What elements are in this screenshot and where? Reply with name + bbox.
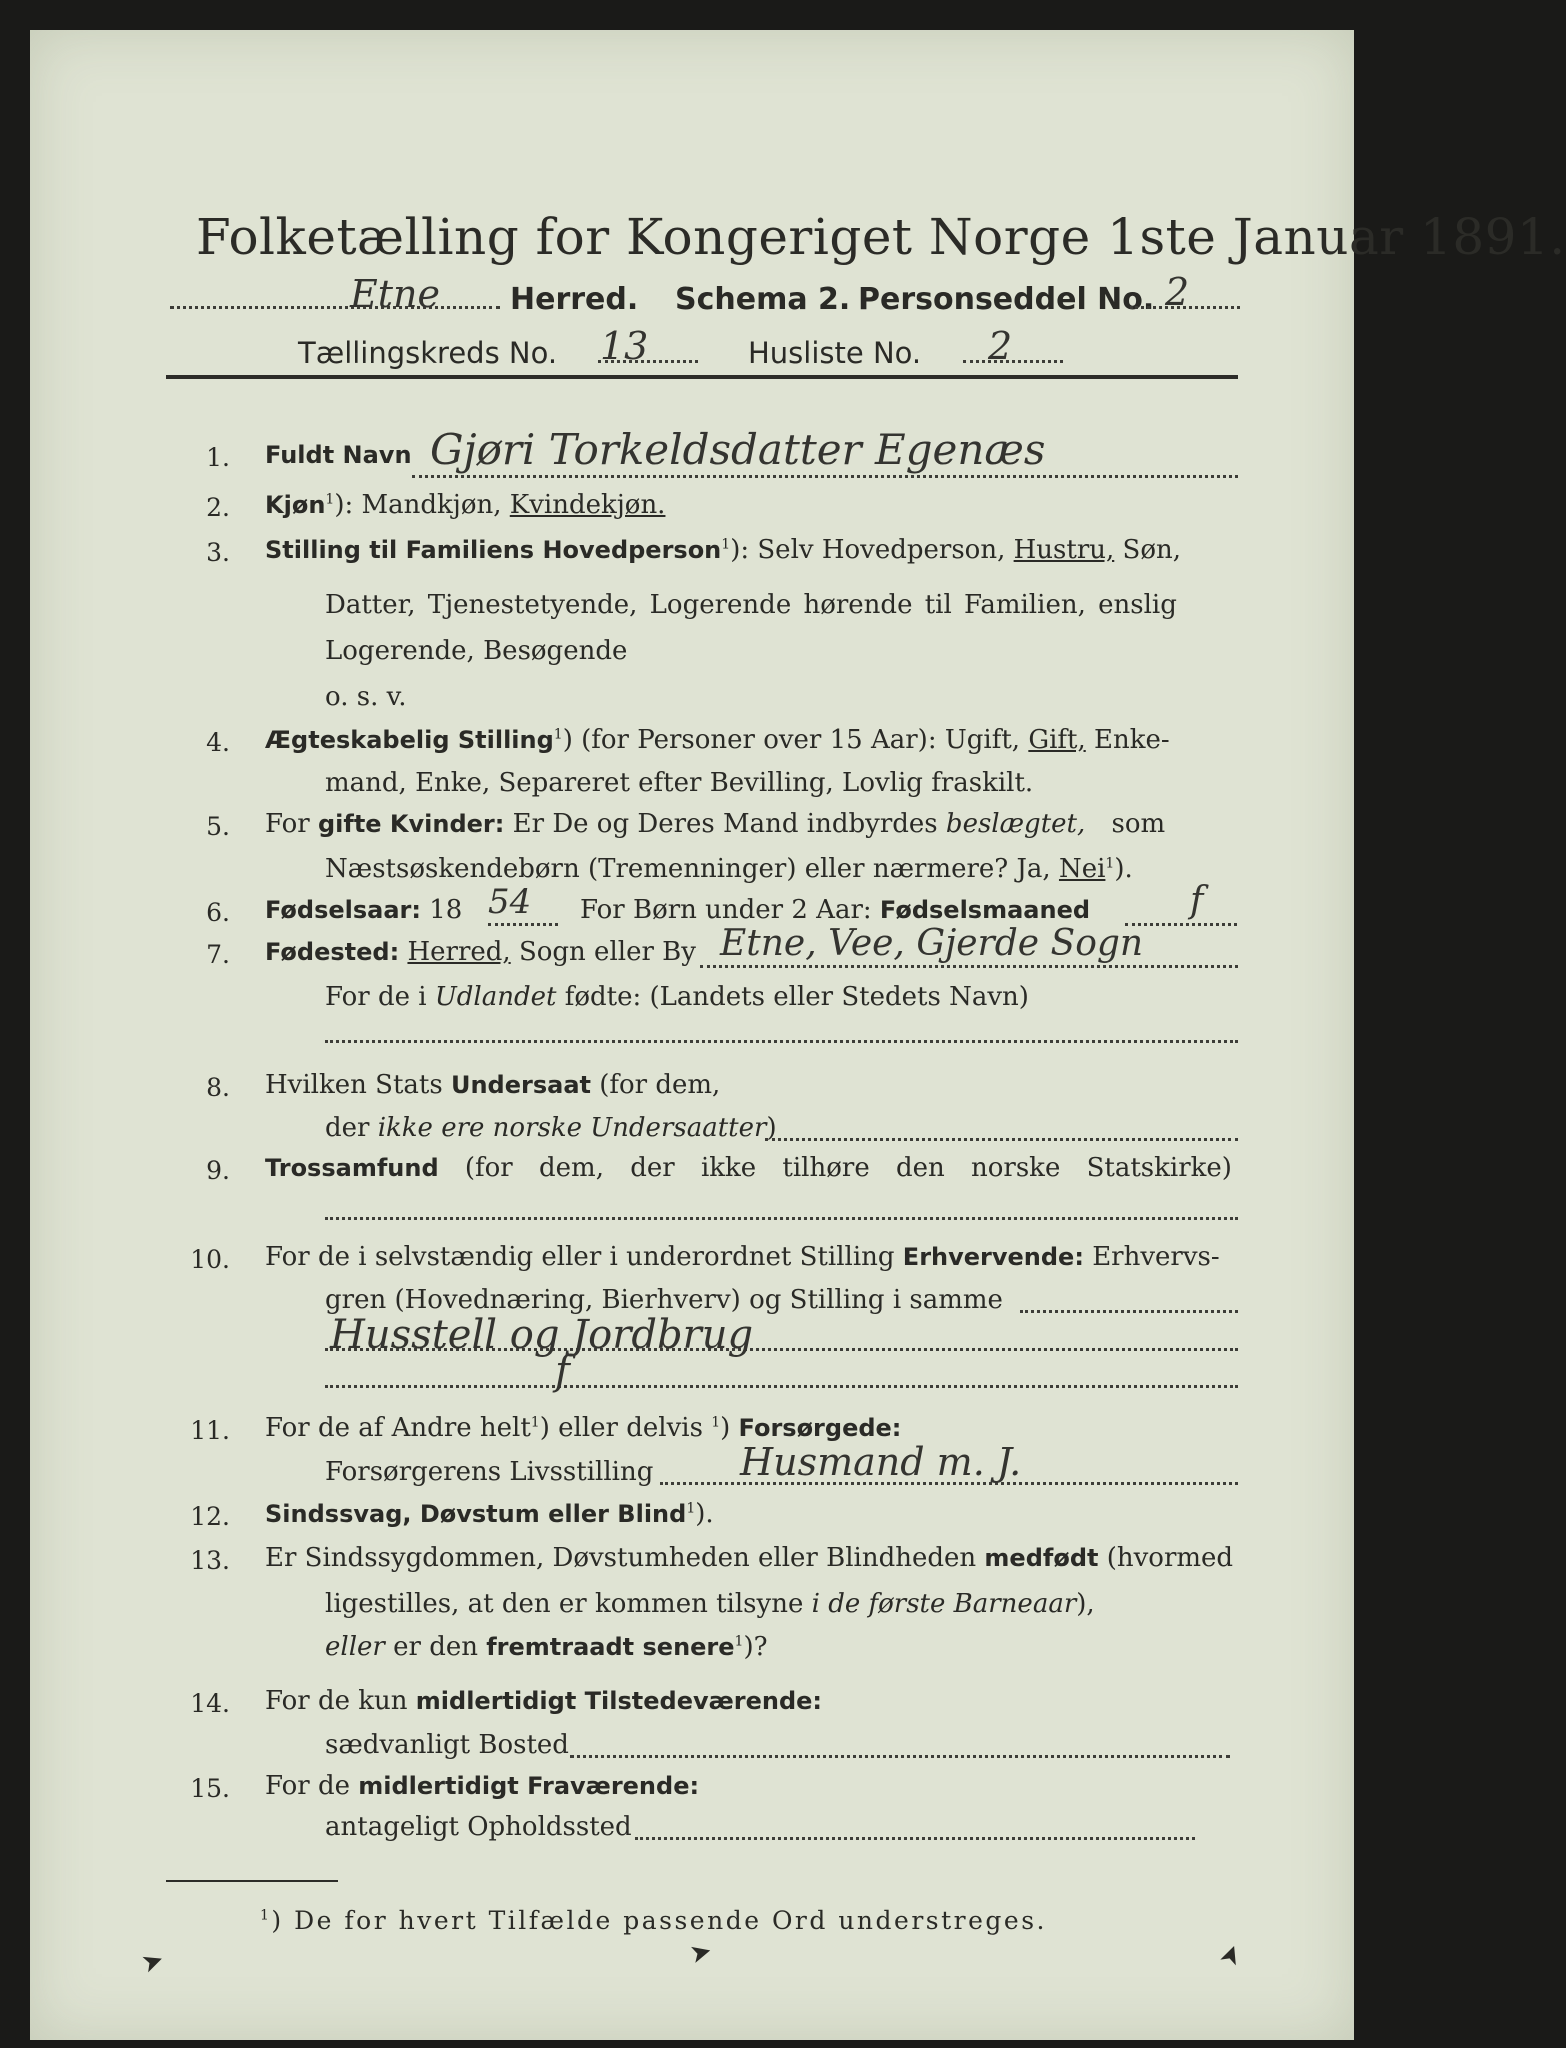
- item-5-text: Er De og Deres Mand indbyrdes: [512, 809, 938, 839]
- form-title: Folketælling for Kongeriget Norge 1ste Januar 1891.: [196, 208, 1566, 266]
- item-4-choice: Gift,: [1028, 725, 1086, 755]
- item-6-label: Fødselsaar:: [265, 896, 421, 924]
- item-7-choice: Herred,: [407, 937, 511, 967]
- item-9: [265, 1153, 1232, 1183]
- item-13-label: medfødt: [984, 1544, 1099, 1572]
- item-13-sup: 1: [734, 1633, 744, 1650]
- header-rule: [166, 375, 1238, 379]
- item-1: [265, 440, 412, 470]
- item-1-label: Fuldt Navn: [265, 441, 412, 469]
- item-11-sup-a: 1: [530, 1414, 540, 1431]
- item-14-line2: sædvanligt Bosted: [325, 1730, 569, 1760]
- item-15-number: 15.: [190, 1774, 230, 1803]
- item-10-number: 10.: [190, 1245, 230, 1274]
- item-10-text-b: Erhvervs-: [1092, 1242, 1220, 1272]
- item-8-text-a: Hvilken Stats: [265, 1070, 443, 1100]
- item-1-fill: Gjøri Torkeldsdatter Egenæs: [430, 425, 1046, 474]
- item-5-label: gifte Kvinder:: [317, 810, 505, 838]
- item-13-line2: [325, 1589, 1095, 1619]
- item-4-line1: [265, 725, 1170, 755]
- item-2-number: 2.: [206, 493, 230, 522]
- item-7-line2-italic: Udlandet: [434, 982, 557, 1012]
- item-3-line3: Logerende, Besøgende: [325, 636, 628, 666]
- item-6-label2: Fødselsmaaned: [879, 896, 1091, 924]
- item-6-prefix: 18: [429, 895, 463, 925]
- item-4-text: ) (for Personer over 15 Aar): Ugift,: [562, 725, 1021, 755]
- item-3-text: ): Selv Hovedperson,: [730, 535, 1006, 565]
- item-13-text-b: (hvormed: [1106, 1543, 1234, 1573]
- item-5-line2: [325, 854, 1133, 884]
- herred-line: [170, 270, 1245, 328]
- item-7-line2: [325, 982, 1029, 1012]
- item-4-number: 4.: [206, 728, 230, 757]
- item-12-number: 12.: [190, 1502, 230, 1531]
- item-3-line1: [265, 535, 1181, 565]
- item-7-line2-b: fødte: (Landets eller Stedets Navn): [564, 982, 1029, 1012]
- item-3-line4: o. s. v.: [325, 682, 407, 712]
- item-11-sup-b: 1: [711, 1414, 721, 1431]
- footnote-text: ) De for hvert Tilfælde passende Ord understreges.: [271, 1906, 1047, 1935]
- item-5-pre: For: [265, 809, 310, 839]
- item-6-number: 6.: [206, 898, 230, 927]
- item-10-line1: [265, 1242, 1220, 1272]
- item-15-label: midlertidigt Fraværende:: [358, 1772, 700, 1800]
- item-14-line1: [265, 1686, 822, 1716]
- item-7-label: Fødested:: [265, 938, 400, 966]
- item-5-number: 5.: [206, 812, 230, 841]
- herred-label: Herred.: [510, 282, 639, 317]
- item-11-label: Forsørgede:: [738, 1414, 902, 1442]
- item-12-label: Sindssvag, Døvstum eller Blind: [265, 1500, 687, 1528]
- item-8-line2: [325, 1113, 777, 1143]
- item-15-text-a: For de: [265, 1771, 350, 1801]
- item-13-text-a: Er Sindssygdommen, Døvstumheden eller Blindheden: [265, 1543, 977, 1573]
- item-5-sup: 1: [1105, 855, 1115, 872]
- item-1-number: 1.: [206, 443, 230, 472]
- item-12-text: ).: [695, 1499, 714, 1529]
- item-10-label: Erhvervende:: [902, 1243, 1084, 1271]
- item-10-fill2: f: [555, 1348, 570, 1394]
- item-6: [265, 895, 462, 925]
- item-11-text-b: ) eller delvis: [539, 1413, 703, 1443]
- item-14-label: midlertidigt Tilstedeværende:: [415, 1687, 823, 1715]
- item-5-choice: Nei: [1058, 854, 1106, 884]
- item-9-text: (for dem, der ikke tilhøre den norske Statskirke): [464, 1153, 1232, 1183]
- item-15-line2: antageligt Opholdssted: [325, 1812, 632, 1842]
- corner-mark-right-icon: ➤: [1213, 1939, 1249, 1971]
- item-5-text-b: som: [1111, 809, 1166, 839]
- kreds-fill: 13: [600, 324, 649, 368]
- item-2-label: Kjøn: [265, 491, 326, 519]
- item-13-line3: [325, 1632, 768, 1662]
- item-4-sup: 1: [553, 726, 563, 743]
- item-4-text-b: Enke-: [1094, 725, 1170, 755]
- item-8-line2-b: ): [766, 1113, 777, 1143]
- husliste-label: Husliste No.: [748, 336, 922, 370]
- item-8-text-b: (for dem,: [599, 1070, 721, 1100]
- personseddel-label: Personseddel No.: [858, 282, 1155, 317]
- footnote-sup: 1: [260, 1907, 272, 1924]
- item-13-line2-italic: i de første Barneaar: [811, 1589, 1077, 1619]
- corner-mark-left-icon: ➤: [137, 1944, 169, 1980]
- item-7-fill: Etne, Vee, Gjerde Sogn: [720, 923, 1144, 964]
- item-14-number: 14.: [190, 1689, 230, 1718]
- item-11-fill: Husmand m. J.: [740, 1440, 1022, 1484]
- item-3-line2: Datter, Tjenestetyende, Logerende hørende til Familien, enslig: [325, 590, 1177, 620]
- item-13-line3-a: er den: [393, 1632, 478, 1662]
- item-5-line2-text: Næstsøskendebørn (Tremenninger) eller nærmere? Ja,: [325, 854, 1051, 884]
- item-9-label: Trossamfund: [265, 1154, 439, 1182]
- herred-fill: Etne: [350, 272, 440, 316]
- item-6-fill: 54: [488, 882, 532, 922]
- item-4-line2: mand, Enke, Separeret efter Bevilling, Lovlig fraskilt.: [325, 768, 1034, 798]
- item-8-line1: [265, 1070, 720, 1100]
- footnote-rule: [166, 1880, 338, 1882]
- item-11-line2: Forsørgerens Livsstilling: [325, 1457, 654, 1487]
- item-12: [265, 1499, 714, 1529]
- item-3-choice: Hustru,: [1013, 535, 1115, 565]
- item-8-line2-a: der: [325, 1113, 370, 1143]
- item-13-line3-b: )?: [743, 1632, 768, 1662]
- item-13-line1: [265, 1543, 1233, 1573]
- item-7-text: Sogn eller By: [518, 937, 696, 967]
- item-11-text-c: ): [720, 1413, 731, 1443]
- item-2: [265, 490, 665, 520]
- item-12-sup: 1: [686, 1500, 696, 1517]
- item-4-label: Ægteskabelig Stilling: [265, 726, 554, 754]
- item-6-text: For Børn under 2 Aar:: [580, 895, 872, 925]
- item-13-line3-italic: eller: [325, 1632, 385, 1662]
- item-6-fill2: f: [1190, 880, 1204, 921]
- item-7-line2-a: For de i: [325, 982, 427, 1012]
- item-5-line2-end: ).: [1114, 854, 1133, 884]
- item-2-text: ): Mandkjøn,: [334, 490, 502, 520]
- item-11-line1: [265, 1413, 901, 1443]
- corner-mark-center-icon: ➤: [686, 1935, 716, 1971]
- item-8-line2-italic: ikke ere norske Undersaatter: [377, 1113, 767, 1143]
- item-13-line2-a: ligestilles, at den er kommen tilsyne: [325, 1589, 804, 1619]
- husliste-fill: 2: [988, 324, 1013, 368]
- item-14-text-a: For de kun: [265, 1686, 408, 1716]
- item-3-text-b: Søn,: [1122, 535, 1182, 565]
- item-9-number: 9.: [206, 1156, 230, 1185]
- item-10-line2: gren (Hovednæring, Bierhverv) og Stilling i samme: [325, 1285, 1003, 1315]
- item-10-fill1: Husstell og Jordbrug: [330, 1312, 754, 1358]
- item-7-number: 7.: [206, 940, 230, 969]
- item-10-text-a: For de i selvstændig eller i underordnet Stilling: [265, 1242, 895, 1272]
- item-13-label2: fremtraadt senere: [486, 1633, 735, 1661]
- item-8-label: Undersaat: [450, 1071, 591, 1099]
- item-5-line1: [265, 809, 1165, 839]
- item-13-line2-b: ),: [1076, 1589, 1095, 1619]
- census-form-page: [30, 30, 1566, 2040]
- item-3-number: 3.: [206, 538, 230, 567]
- item-2-sup: 1: [325, 491, 335, 508]
- kreds-label: Tællingskreds No.: [298, 336, 558, 370]
- item-15-line1: [265, 1771, 699, 1801]
- item-11-number: 11.: [190, 1416, 230, 1445]
- footnote: [260, 1906, 1047, 1935]
- item-7-line1: [265, 937, 696, 967]
- personseddel-fill: 2: [1165, 270, 1190, 314]
- schema-label: Schema 2.: [675, 282, 851, 317]
- item-6-rest: [580, 895, 1090, 925]
- item-8-number: 8.: [206, 1073, 230, 1102]
- item-3-sup: 1: [721, 536, 731, 553]
- item-3-label: Stilling til Familiens Hovedperson: [265, 536, 722, 564]
- item-2-choice: Kvindekjøn.: [509, 490, 666, 520]
- item-11-text-a: For de af Andre helt: [265, 1413, 531, 1443]
- item-5-italic: beslægtet,: [945, 809, 1086, 839]
- item-13-number: 13.: [190, 1546, 230, 1575]
